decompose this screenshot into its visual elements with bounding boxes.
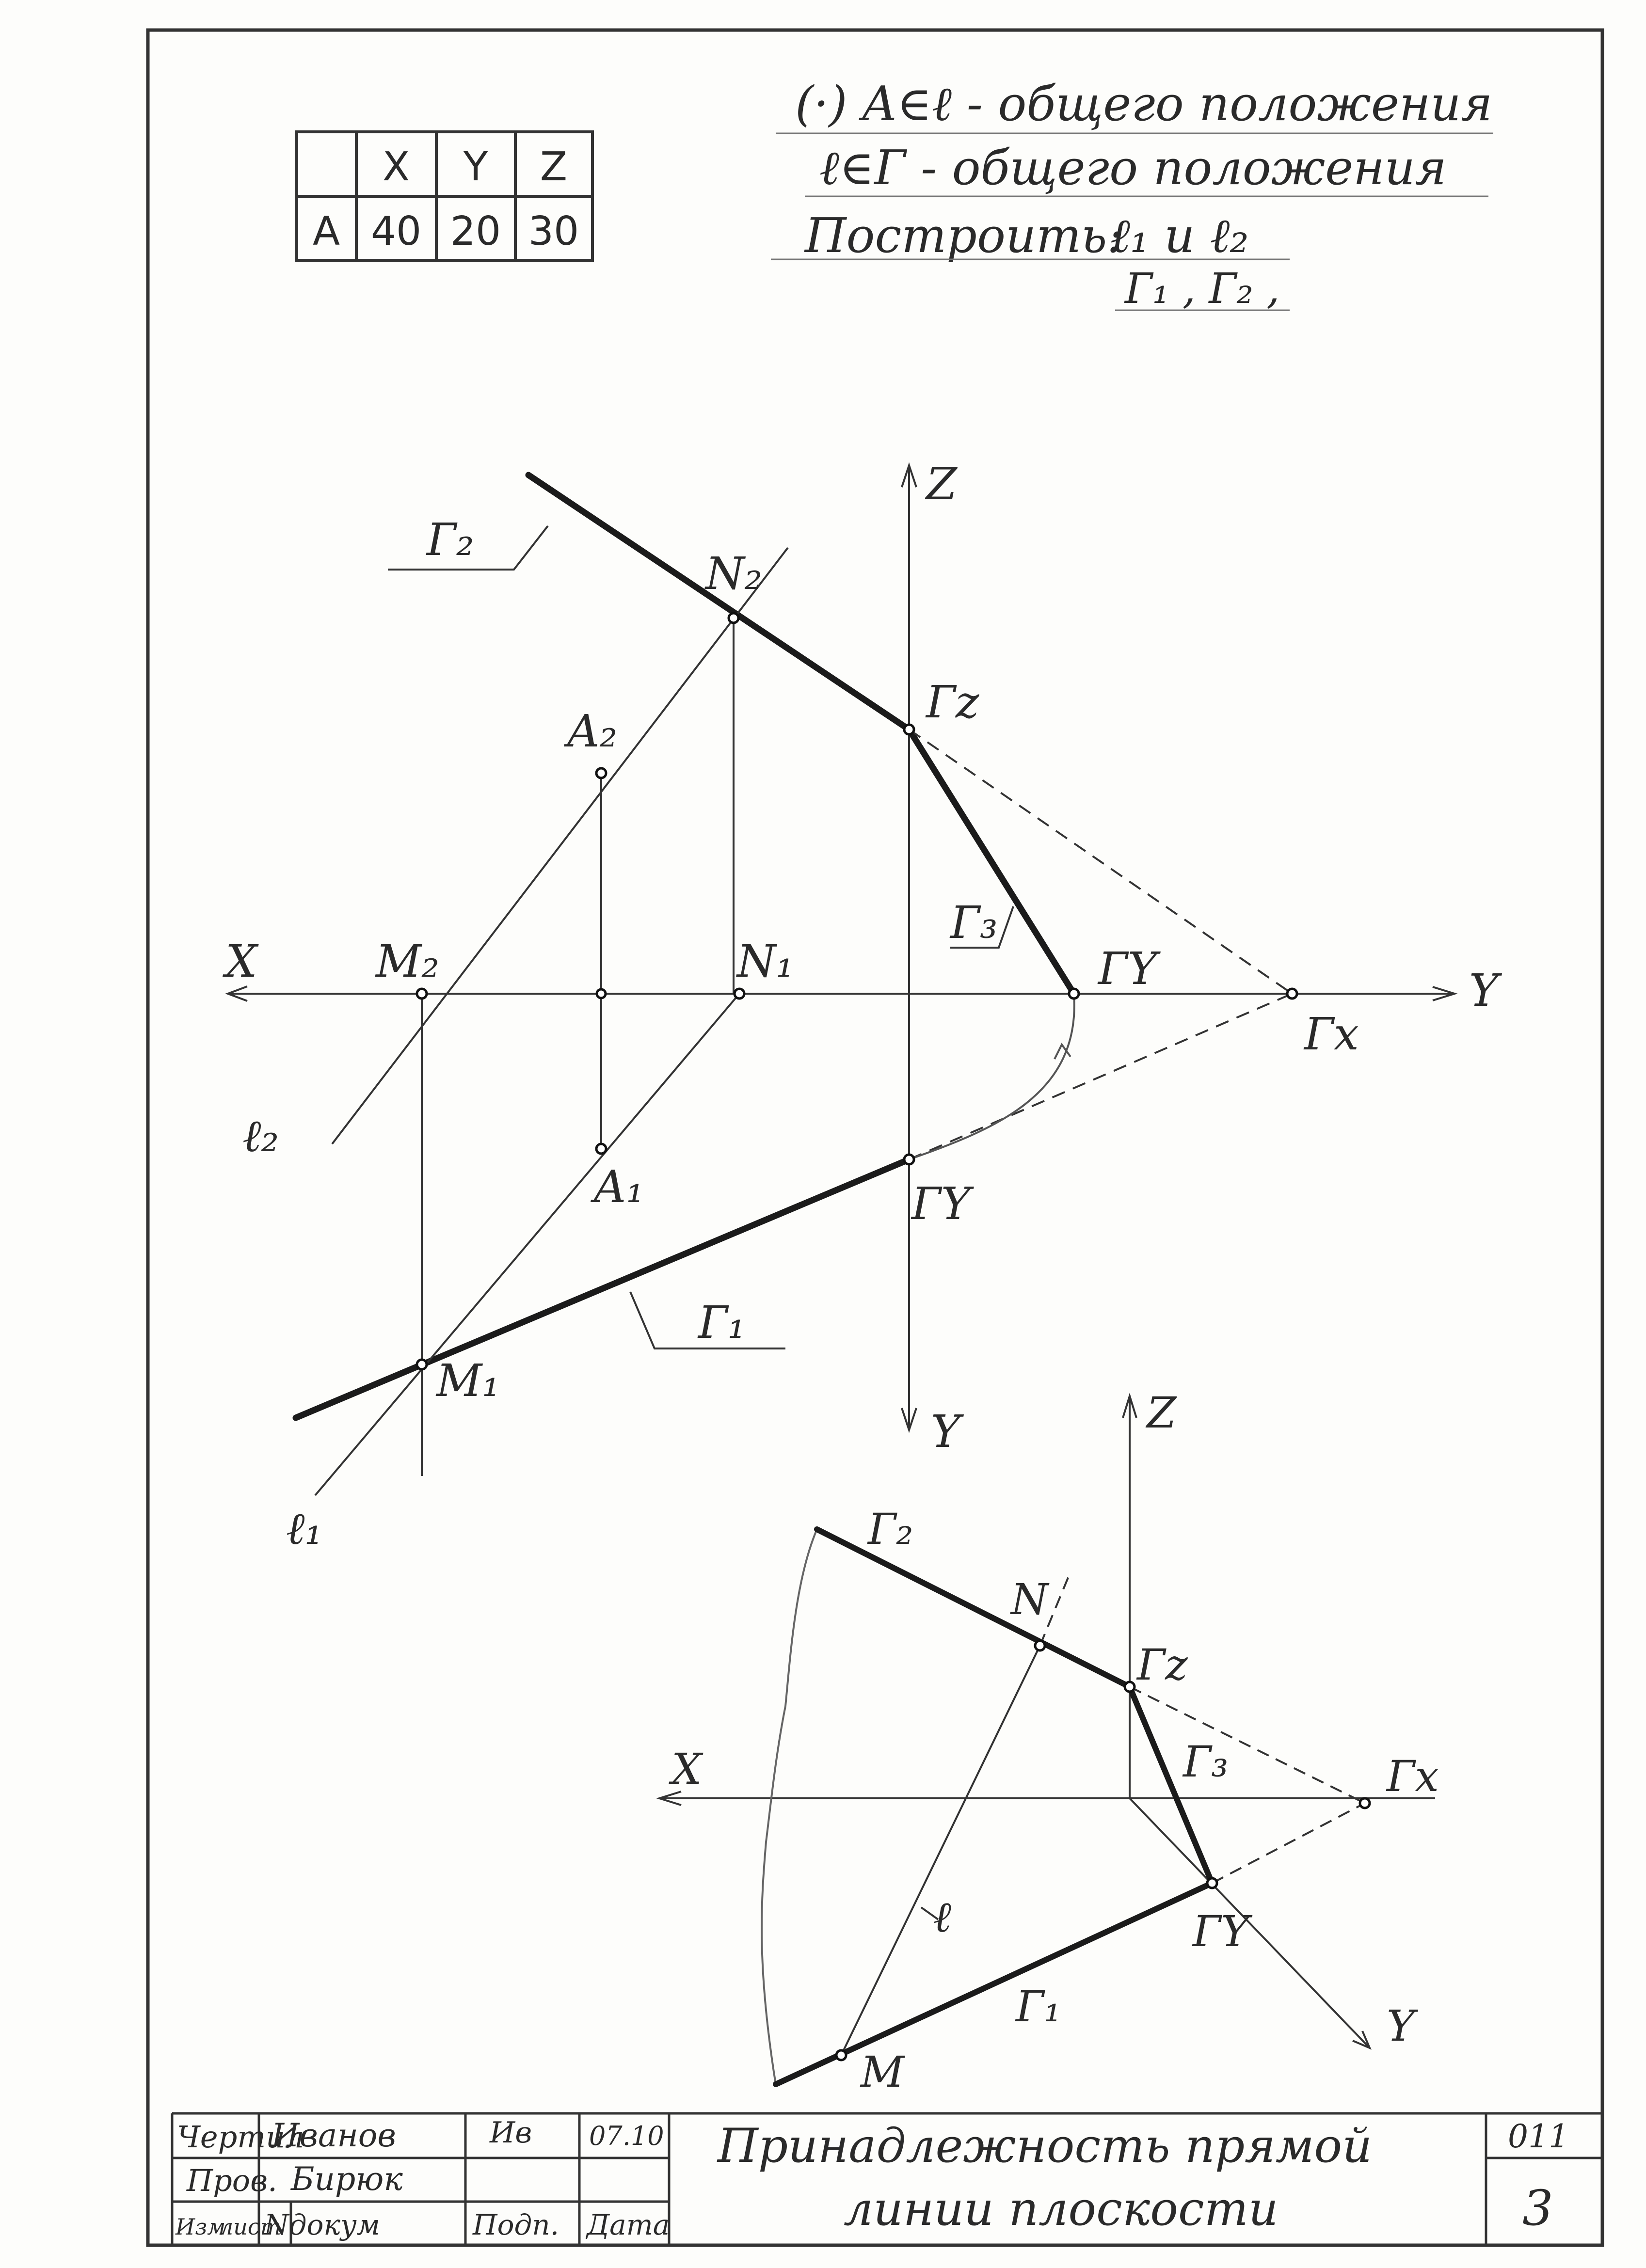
axo-label-axis-x: X xyxy=(671,1744,702,1794)
tb-title-line-1: Принадлежность прямой xyxy=(718,2119,1373,2173)
tb-code: 011 xyxy=(1508,2118,1569,2155)
tb-role-drawn: Чертил xyxy=(177,2119,304,2155)
point-gy-bottom xyxy=(904,1155,914,1164)
point-m1 xyxy=(417,1360,427,1369)
label-n1: N₁ xyxy=(737,936,794,987)
tb-col-sign: Подп. xyxy=(473,2208,559,2241)
label-gy-top: ГY xyxy=(1098,943,1157,995)
axo-axis-y xyxy=(1130,1798,1370,2048)
tb-sheet-no: 3 xyxy=(1522,2180,1553,2236)
task-line-3-value: ℓ₁ и ℓ₂ xyxy=(1110,208,1249,264)
line-l2 xyxy=(332,548,788,1144)
label-a2: A₂ xyxy=(567,705,618,757)
tb-col-sheet: лист xyxy=(219,2214,282,2240)
tb-name-checked: Бирюк xyxy=(291,2160,403,2198)
label-axis-z: Z xyxy=(926,458,957,510)
tb-signature: Ив xyxy=(490,2116,532,2150)
label-n2: N₂ xyxy=(705,548,763,600)
tb-role-checked: Пров. xyxy=(187,2163,277,2198)
tb-col-doc: Nдокум xyxy=(264,2208,380,2241)
axo-point-m xyxy=(836,2050,846,2060)
point-gy-top xyxy=(1069,989,1079,999)
table-cell-z: 30 xyxy=(528,208,579,254)
axo-point-gz xyxy=(1125,1682,1135,1692)
point-gx xyxy=(1287,989,1297,999)
axo-label-gy: ГY xyxy=(1193,1906,1249,1956)
label-m2: M₂ xyxy=(376,936,440,987)
label-axis-y-right: Y xyxy=(1469,965,1499,1016)
table-header-z: Z xyxy=(540,144,568,190)
gy-rotation-arc xyxy=(909,994,1074,1159)
task-line-2: ℓ∈Г - общего положения xyxy=(819,141,1447,196)
axo-dashed-gy-gx xyxy=(1212,1803,1365,1883)
task-line-4: Г₁ , Г₂ , xyxy=(1125,265,1280,313)
label-m1: M₁ xyxy=(436,1355,500,1407)
task-line-1: (·) A∈ℓ - общего положения xyxy=(795,77,1493,132)
axo-point-gy xyxy=(1207,1878,1217,1888)
axo-label-axis-y: Y xyxy=(1387,2001,1415,2051)
label-axis-y-down: Y xyxy=(931,1406,960,1458)
table-header-y: Y xyxy=(463,144,488,190)
label-gz: Гz xyxy=(926,676,979,728)
label-g1: Г₁ xyxy=(698,1297,746,1348)
axo-trace-g2 xyxy=(817,1529,1130,1687)
label-g2: Г₂ xyxy=(427,514,474,566)
table-header-x: X xyxy=(382,144,410,190)
axo-plane-outline xyxy=(762,1529,817,2084)
axo-label-g2: Г₂ xyxy=(868,1504,913,1554)
table-cell-x: 40 xyxy=(370,208,422,254)
label-gy-bottom: ГY xyxy=(911,1178,971,1230)
label-g3: Г₃ xyxy=(950,897,998,949)
axo-point-n xyxy=(1035,1641,1045,1650)
axo-label-g3: Г₃ xyxy=(1183,1737,1229,1787)
point-gz xyxy=(904,725,914,734)
axo-point-gx xyxy=(1360,1798,1370,1808)
axo-label-gx: Гx xyxy=(1387,1751,1439,1801)
label-l2: ℓ₂ xyxy=(242,1110,279,1162)
point-a-axis xyxy=(597,989,606,998)
line-l1 xyxy=(315,994,739,1495)
point-n1 xyxy=(735,989,744,999)
point-m2 xyxy=(417,989,427,999)
label-a1: A₁ xyxy=(594,1161,644,1213)
tb-date: 07.10 xyxy=(589,2121,664,2151)
axo-line-l xyxy=(841,1646,1040,2055)
trace-g2-line xyxy=(528,475,909,730)
tb-title-line-2: линии плоскости xyxy=(844,2182,1278,2236)
axo-label-m: M xyxy=(861,2047,905,2097)
label-l1: ℓ₁ xyxy=(286,1503,323,1554)
tb-col-change: Изм xyxy=(176,2214,226,2240)
trace-g3-line xyxy=(909,730,1074,994)
axo-dashed-gz-gx xyxy=(1130,1687,1365,1803)
task-line-3-label: Построить: xyxy=(805,208,1123,264)
point-n2 xyxy=(729,613,738,623)
table-cell-y: 20 xyxy=(450,208,501,254)
dashed-gy-gx xyxy=(909,994,1292,1159)
axo-label-gz: Гz xyxy=(1137,1640,1188,1690)
point-a2 xyxy=(596,768,606,778)
label-axis-x: X xyxy=(225,936,257,987)
point-a1 xyxy=(596,1144,606,1154)
table-row-label: A xyxy=(312,208,340,254)
axo-label-l: ℓ xyxy=(933,1892,951,1942)
axo-label-axis-z: Z xyxy=(1147,1388,1177,1438)
sheet-frame xyxy=(148,30,1602,2245)
tb-col-date: Дата xyxy=(587,2208,670,2241)
axo-label-n: N xyxy=(1011,1574,1048,1624)
tb-name-drawn: Иванов xyxy=(272,2117,396,2154)
label-gx: Гx xyxy=(1304,1008,1359,1060)
axo-label-g1: Г₁ xyxy=(1016,1982,1061,2031)
